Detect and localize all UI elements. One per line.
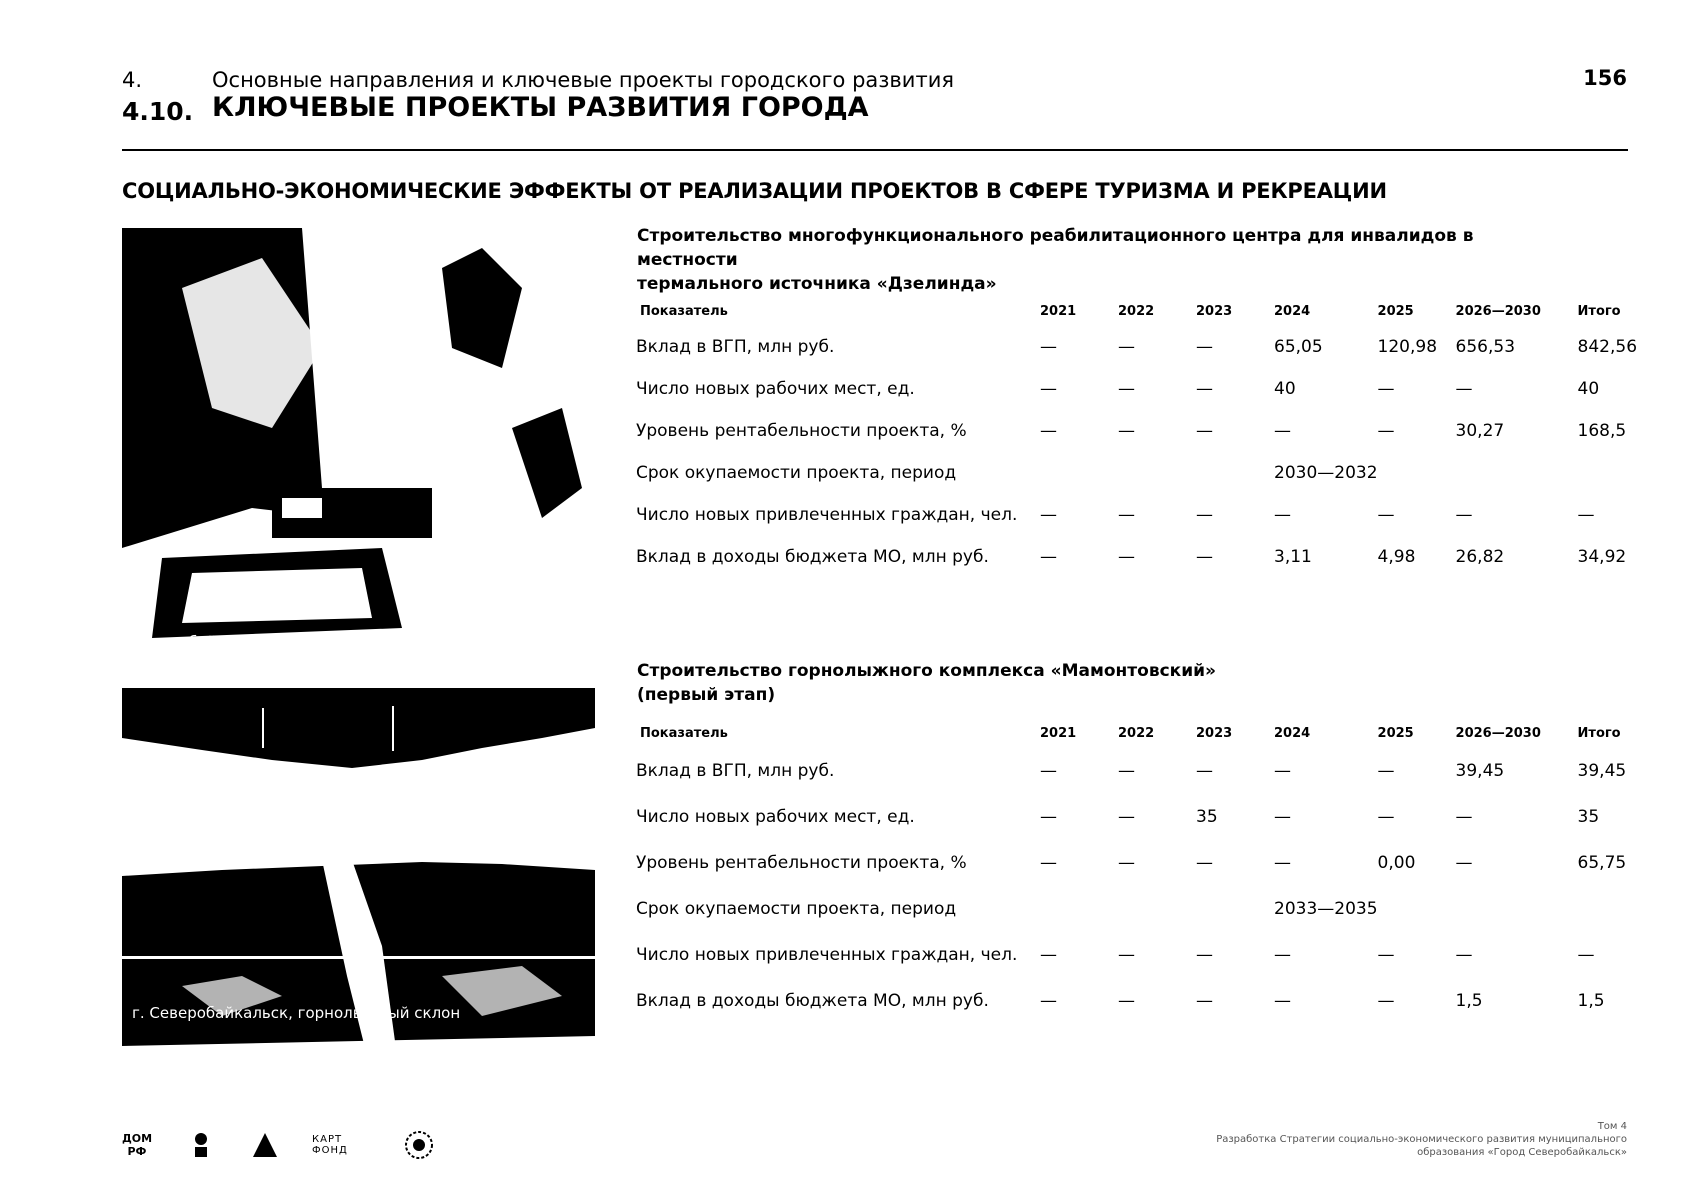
table-cell: 65,75	[1577, 853, 1627, 873]
table-cell: —	[1455, 807, 1473, 827]
table-cell: 35	[1577, 807, 1600, 827]
table-row	[636, 536, 1668, 578]
header-cell: 2024	[1274, 303, 1311, 319]
table-cell: —	[1196, 337, 1213, 357]
header-cell: 2025	[1377, 303, 1414, 319]
table-cell: —	[1274, 421, 1291, 441]
section-title: КЛЮЧЕВЫЕ ПРОЕКТЫ РАЗВИТИЯ ГОРОДА	[212, 92, 869, 123]
photo-panorama-graphic	[122, 688, 595, 772]
table-cell: —	[1377, 421, 1395, 441]
project2-title-line1: Строительство горнолыжного комплекса «Мамонтовский»	[637, 661, 1217, 681]
table-cell: —	[1118, 337, 1135, 357]
header-cell: 2021	[1040, 725, 1077, 741]
table-cell	[1456, 452, 1578, 494]
table-cell: 39,45	[1455, 761, 1505, 781]
page-number: 156	[1583, 66, 1627, 90]
project2-title-line2: (первый этап)	[637, 685, 776, 705]
header-cell: 2021	[1040, 303, 1077, 319]
table-cell: —	[1274, 505, 1291, 525]
table-cell: 3,11	[1274, 547, 1312, 567]
project1-table	[636, 296, 1668, 578]
table-cell	[1118, 452, 1196, 494]
header-cell: Показатель	[640, 725, 728, 741]
table-cell: —	[1196, 547, 1213, 567]
table-cell: 2030—2032	[1274, 463, 1378, 483]
header-divider	[122, 149, 1628, 151]
table-cell: —	[1377, 945, 1395, 965]
table-cell: —	[1377, 761, 1395, 781]
table-cell	[1196, 886, 1274, 932]
table-cell: —	[1040, 945, 1057, 965]
table-row	[636, 368, 1668, 410]
coat-of-arms-icon	[184, 1128, 218, 1162]
table-cell: —	[1274, 807, 1291, 827]
table-cell: —	[1040, 991, 1057, 1011]
table-cell: —	[1377, 379, 1395, 399]
row-label: Число новых рабочих мест, ед.	[636, 807, 915, 827]
project1-title	[637, 224, 1537, 296]
table-row	[636, 326, 1668, 368]
table-cell: —	[1196, 991, 1213, 1011]
header-cell: Итого	[1577, 725, 1621, 741]
table-row	[636, 748, 1668, 794]
table-cell: —	[1274, 853, 1291, 873]
table-cell: —	[1274, 945, 1291, 965]
table-cell	[1118, 886, 1196, 932]
table-cell: —	[1455, 379, 1473, 399]
table-row	[636, 452, 1668, 494]
table-cell: 65,05	[1274, 337, 1323, 357]
header-cell: Показатель	[640, 303, 728, 319]
chapter-title: Основные направления и ключевые проекты городского развития	[212, 68, 954, 92]
table-row	[636, 932, 1668, 978]
table-cell: 656,53	[1455, 337, 1516, 357]
section-heading: СОЦИАЛЬНО-ЭКОНОМИЧЕСКИЕ ЭФФЕКТЫ ОТ РЕАЛИЗАЦИИ ПРОЕКТОВ В СФЕРЕ ТУРИЗМА И РЕКРЕАЦИИ	[122, 179, 1387, 203]
kart-fond-logo: КАРТ ФОНД	[312, 1134, 348, 1156]
header-cell: 2024	[1274, 725, 1311, 741]
table-cell: —	[1196, 945, 1213, 965]
table-cell: —	[1118, 547, 1135, 567]
row-label: Число новых рабочих мест, ед.	[636, 379, 915, 399]
table-cell: —	[1040, 505, 1057, 525]
table-cell	[1040, 886, 1118, 932]
row-label: Число новых привлеченных граждан, чел.	[636, 505, 1018, 525]
project2-title	[637, 659, 1537, 707]
table-cell: —	[1274, 991, 1291, 1011]
table-cell	[1378, 886, 1456, 932]
table-cell	[1196, 452, 1274, 494]
table-cell: —	[1118, 807, 1135, 827]
header-cell: 2025	[1377, 725, 1414, 741]
table-cell: —	[1196, 421, 1213, 441]
table-cell: 2033—2035	[1274, 899, 1378, 919]
table-header-row	[636, 296, 1668, 326]
table-cell: —	[1040, 421, 1057, 441]
table-row	[636, 794, 1668, 840]
table-cell: —	[1196, 853, 1213, 873]
table-cell	[1456, 886, 1578, 932]
table-cell: —	[1118, 421, 1135, 441]
table-cell: 35	[1196, 807, 1218, 827]
row-label: Срок окупаемости проекта, период	[636, 899, 957, 919]
photo-ski-slope	[122, 856, 595, 1056]
row-label: Уровень рентабельности проекта, %	[636, 421, 967, 441]
table-cell: —	[1040, 853, 1057, 873]
header-cell: 2026—2030	[1455, 725, 1541, 741]
footer-line2: Разработка Стратегии социально-экономического развития муниципального	[1216, 1134, 1627, 1145]
photo-dzelinda	[122, 228, 595, 664]
table-cell: —	[1455, 945, 1473, 965]
table-cell: —	[1118, 505, 1135, 525]
table-cell: 168,5	[1577, 421, 1627, 441]
table-cell: —	[1196, 761, 1213, 781]
footer-line3: образования «Город Северобайкальск»	[1417, 1147, 1627, 1158]
table-cell: 40	[1577, 379, 1600, 399]
table-cell: —	[1040, 761, 1057, 781]
footer-line1: Том 4	[1597, 1121, 1627, 1132]
table-cell: —	[1118, 945, 1135, 965]
footer-logos	[120, 1128, 436, 1162]
photo-dzelinda-graphic	[122, 228, 595, 664]
table-row	[636, 494, 1668, 536]
table-cell: 34,92	[1577, 547, 1627, 567]
header-cell: 2022	[1118, 725, 1155, 741]
table-cell: 26,82	[1455, 547, 1505, 567]
table-cell: —	[1577, 945, 1595, 965]
table-cell: 120,98	[1377, 337, 1438, 357]
header-cell: 2022	[1118, 303, 1155, 319]
chapter-number: 4.	[122, 68, 143, 92]
row-label: Число новых привлеченных граждан, чел.	[636, 945, 1018, 965]
row-label: Вклад в доходы бюджета МО, млн руб.	[636, 547, 989, 567]
table-cell: —	[1377, 991, 1395, 1011]
table-cell	[1578, 886, 1668, 932]
table-cell	[1378, 452, 1456, 494]
project1-title-line2: термального источника «Дзелинда»	[637, 274, 997, 294]
table-cell: —	[1040, 337, 1057, 357]
table-cell: 842,56	[1577, 337, 1638, 357]
header-cell: Итого	[1577, 303, 1621, 319]
table-row	[636, 886, 1668, 932]
table-cell: —	[1274, 761, 1291, 781]
header-cell: 2023	[1196, 303, 1233, 319]
photo-ski-slope-graphic	[122, 856, 595, 1056]
row-label: Уровень рентабельности проекта, %	[636, 853, 967, 873]
row-label: Срок окупаемости проекта, период	[636, 463, 957, 483]
section-number: 4.10.	[122, 97, 194, 126]
table-cell: —	[1455, 505, 1473, 525]
table-cell: —	[1040, 547, 1057, 567]
project2-table	[636, 718, 1668, 1024]
photo-panorama	[122, 688, 595, 772]
table-cell	[1578, 452, 1668, 494]
table-cell: —	[1377, 807, 1395, 827]
table-cell: 1,5	[1455, 991, 1483, 1011]
table-cell: 30,27	[1455, 421, 1505, 441]
table-cell	[1040, 452, 1118, 494]
dom-rf-logo: ДОМ РФ	[121, 1132, 153, 1158]
row-label: Вклад в ВГП, млн руб.	[636, 337, 835, 357]
row-label: Вклад в доходы бюджета МО, млн руб.	[636, 991, 989, 1011]
table-cell: —	[1118, 991, 1135, 1011]
table-cell: —	[1577, 505, 1595, 525]
photo-dzelinda-caption: Северобайкальск, курорт Дзелинда	[132, 633, 418, 651]
table-row	[636, 840, 1668, 886]
table-cell: —	[1040, 807, 1057, 827]
table-cell: —	[1196, 505, 1213, 525]
table-cell: —	[1455, 853, 1473, 873]
table-cell: 39,45	[1577, 761, 1627, 781]
row-label: Вклад в ВГП, млн руб.	[636, 761, 835, 781]
table-cell: 0,00	[1377, 853, 1416, 873]
table-cell: —	[1040, 379, 1057, 399]
photo-ski-slope-caption: г. Северобайкальск, горнолыжный склон	[132, 1004, 461, 1022]
table-cell: —	[1118, 379, 1135, 399]
footer-text	[1207, 1120, 1627, 1159]
table-cell: —	[1196, 379, 1213, 399]
table-row	[636, 410, 1668, 452]
project1-title-line1: Строительство многофункционального реабилитационного центра для инвалидов в местности	[637, 226, 1474, 270]
header-cell: 2026—2030	[1455, 303, 1541, 319]
table-header-row	[636, 718, 1668, 748]
header-cell: 2023	[1196, 725, 1233, 741]
table-cell: —	[1118, 853, 1135, 873]
table-cell: 4,98	[1377, 547, 1416, 567]
table-cell: —	[1377, 505, 1395, 525]
table-cell: 1,5	[1577, 991, 1605, 1011]
table-row	[636, 978, 1668, 1024]
seal-icon	[402, 1128, 436, 1162]
table-cell: 40	[1274, 379, 1296, 399]
table-cell: —	[1118, 761, 1135, 781]
emblem-icon	[248, 1128, 282, 1162]
